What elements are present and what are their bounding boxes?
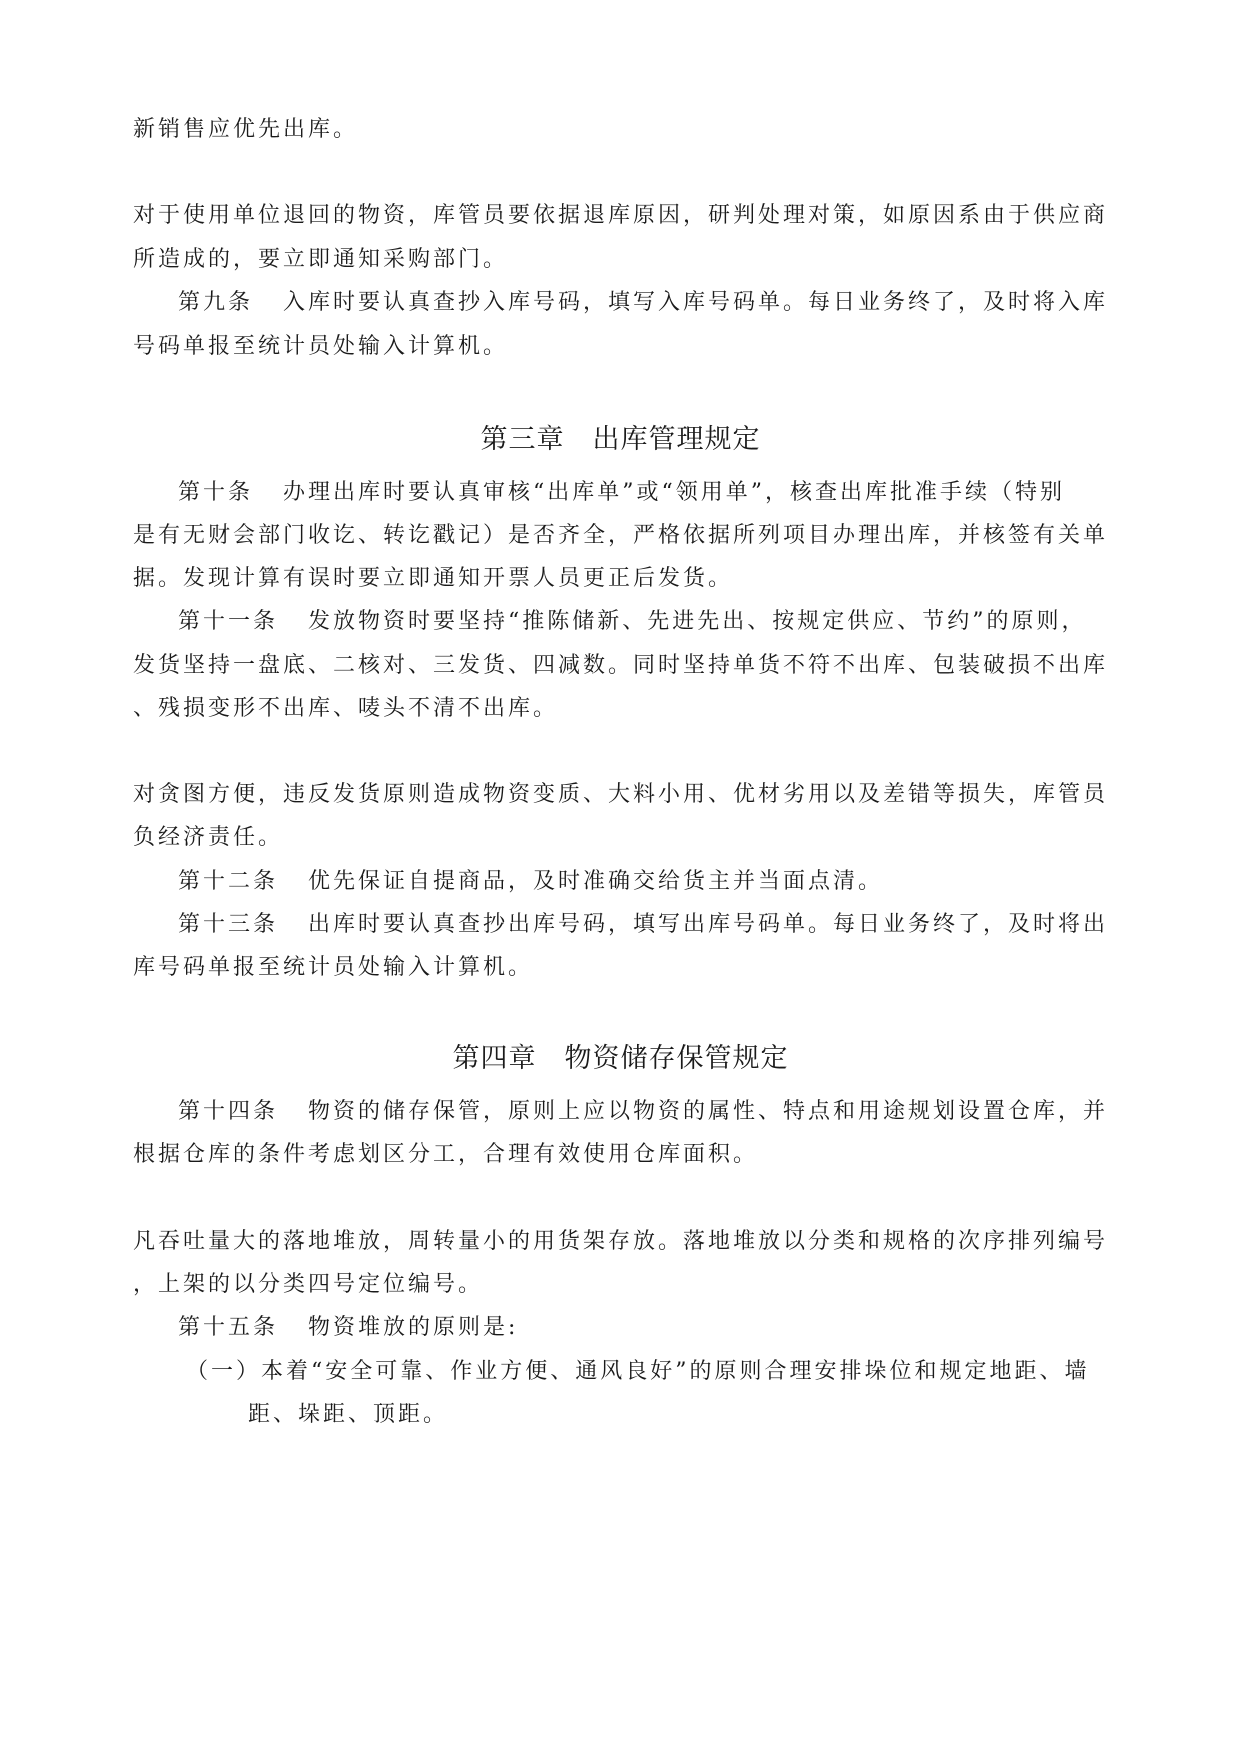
article-number: 第十一条: [178, 609, 279, 634]
paragraph-line: 所造成的，要立即通知采购部门。: [133, 247, 509, 272]
paragraph-line: 对于使用单位退回的物资，库管员要依据退库原因，研判处理对策，如原因系由于供应商: [133, 203, 1109, 228]
article-11: [178, 608, 1087, 636]
article-text: 物资的储存保管，原则上应以物资的属性、特点和用途规划设置仓库，并: [308, 1099, 1109, 1124]
article-number: 第十五条: [178, 1315, 279, 1340]
chapter-4-heading: 第四章 物资储存保管规定: [452, 1043, 789, 1074]
chapter-3-heading: 第三章 出库管理规定: [480, 424, 761, 455]
article-15: [178, 1314, 518, 1342]
article-text: 发放物资时要坚持“推陈储新、先进先出、按规定供应、节约”的原则，: [308, 609, 1087, 634]
article-text: 入库时要认真查抄入库号码，填写入库号码单。每日业务终了，及时将入库: [283, 290, 1109, 315]
paragraph-line: 发货坚持一盘底、二核对、三发货、四减数。同时坚持单货不符不出库、包装破损不出库: [133, 653, 1109, 678]
article-10: [178, 479, 1065, 507]
article-9: [178, 289, 1108, 317]
article-text: 优先保证自提商品，及时准确交给货主并当面点清。: [308, 869, 884, 894]
paragraph-line: 根据仓库的条件考虑划区分工，合理有效使用仓库面积。: [133, 1142, 759, 1167]
article-14: [178, 1098, 1108, 1126]
paragraph-line: 据。发现计算有误时要立即通知开票人员更正后发货。: [133, 566, 734, 591]
paragraph-line: ，上架的以分类四号定位编号。: [133, 1272, 484, 1297]
article-text: 办理出库时要认真审核“出库单”或“领用单”，核查出库批准手续（特别: [283, 480, 1066, 505]
paragraph-line: 对贪图方便，违反发货原则造成物资变质、大料小用、优材劣用以及差错等损失，库管员: [133, 782, 1109, 807]
paragraph-line: 新销售应优先出库。: [133, 117, 359, 142]
article-12: [178, 868, 883, 896]
article-number: 第十条: [178, 480, 254, 505]
article-text: 物资堆放的原则是:: [308, 1315, 519, 1340]
article-13: [178, 911, 1108, 939]
article-text: 出库时要认真查抄出库号码，填写出库号码单。每日业务终了，及时将出: [308, 912, 1109, 937]
article-number: 第十四条: [178, 1099, 279, 1124]
paragraph-line: 是有无财会部门收讫、转讫戳记）是否齐全，严格依据所列项目办理出库，并核签有关单: [133, 523, 1109, 548]
list-item: （一）本着“安全可靠、作业方便、通风良好”的原则合理安排垛位和规定地距、墙: [186, 1359, 1090, 1384]
paragraph-line: 库号码单报至统计员处输入计算机。: [133, 955, 534, 980]
article-number: 第十二条: [178, 869, 279, 894]
article-number: 第九条: [178, 290, 254, 315]
paragraph-line: 负经济责任。: [133, 825, 284, 850]
paragraph-line: 、残损变形不出库、唛头不清不出库。: [133, 696, 559, 721]
paragraph-line: 凡吞吐量大的落地堆放，周转量小的用货架存放。落地堆放以分类和规格的次序排列编号: [133, 1229, 1109, 1254]
list-item-continuation: 距、垛距、顶距。: [248, 1402, 449, 1427]
article-number: 第十三条: [178, 912, 279, 937]
paragraph-line: 号码单报至统计员处输入计算机。: [133, 334, 509, 359]
